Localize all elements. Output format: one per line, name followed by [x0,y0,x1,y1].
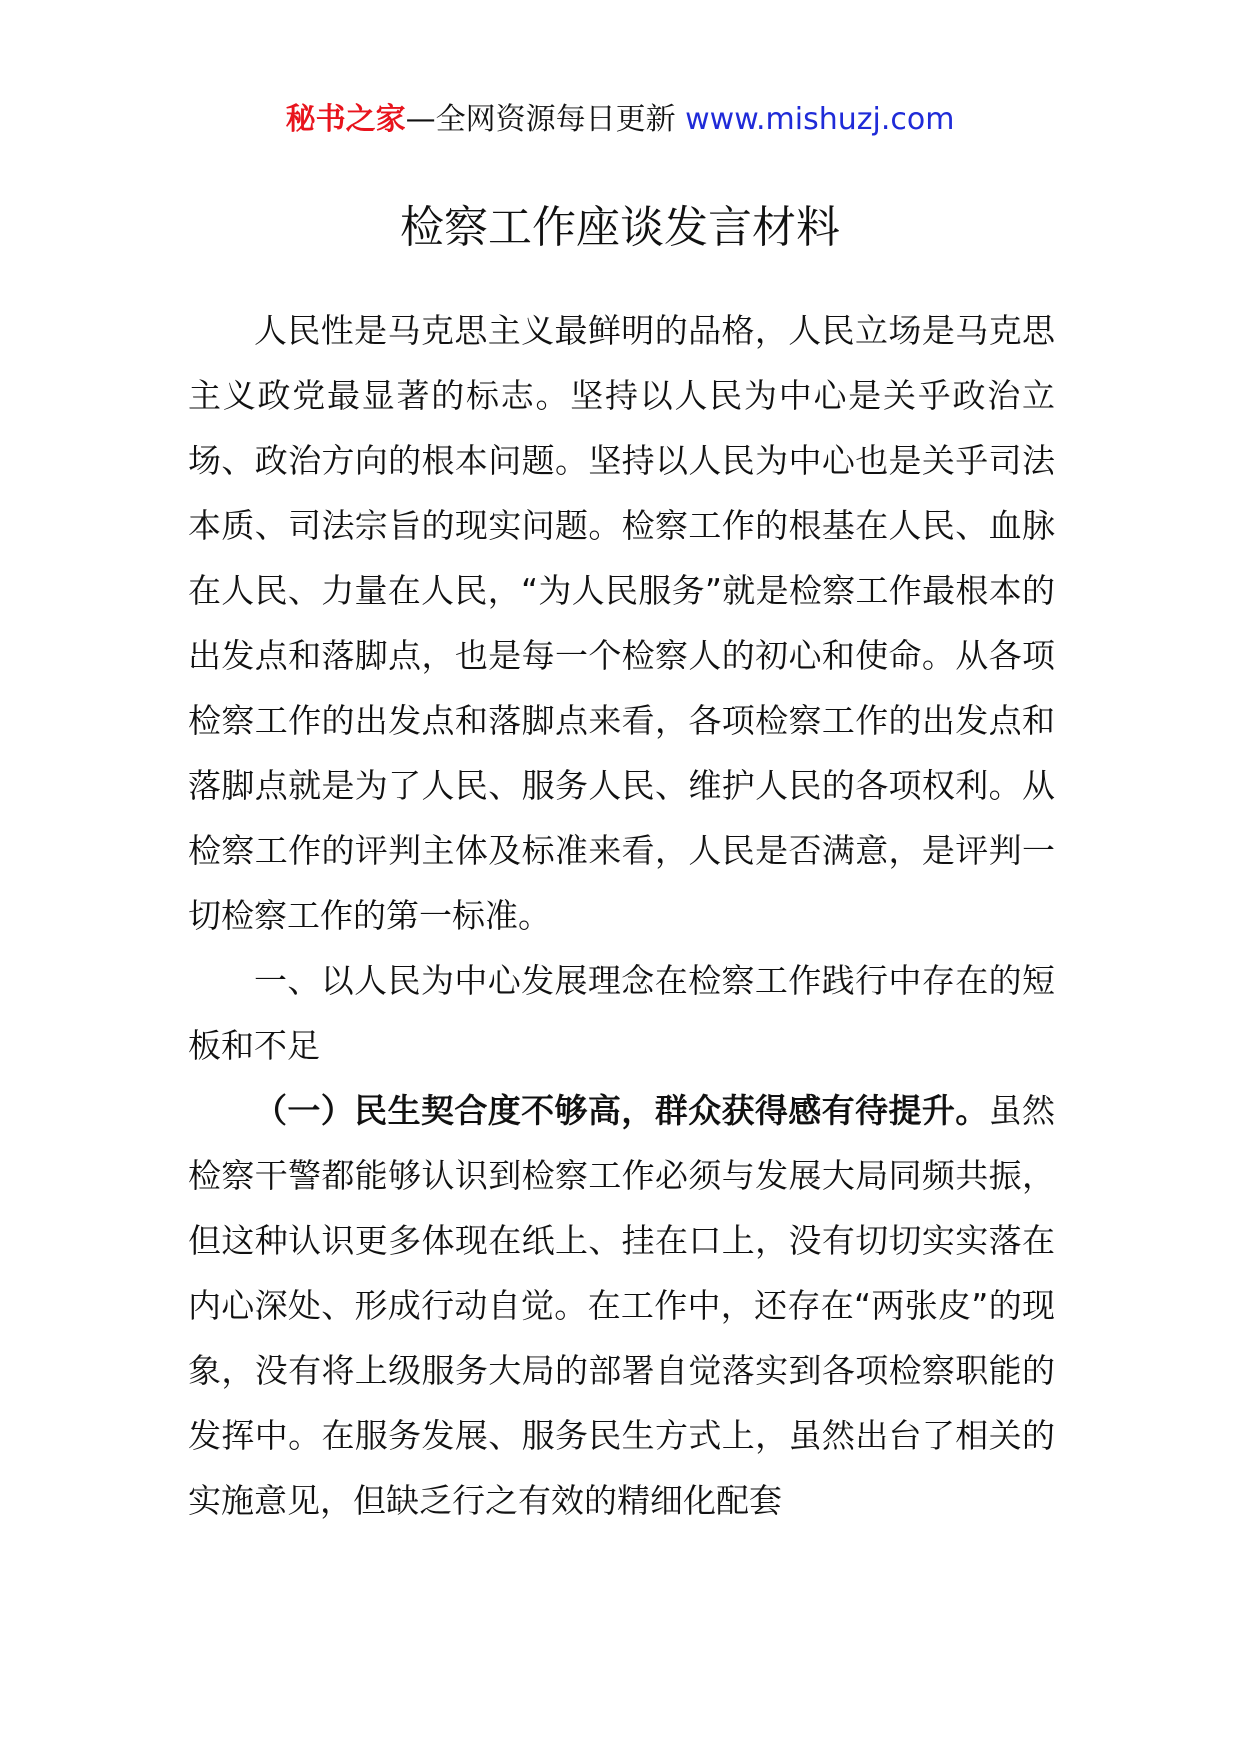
section-heading: 一、以人民为中心发展理念在检察工作践行中存在的短板和不足 [188,961,1055,1065]
subsection-paragraph [188,1078,1055,1533]
subsection-text: 虽然检察干警都能够认识到检察工作必须与发展大局同频共振，但这种认识更多体现在纸上、挂在口上，没有切切实实落在内心深处、形成行动自觉。在工作中，还存在“两张皮”的现象，没有将上级服务大局的部署自觉落实到各项检察职能的发挥中。在服务发展、服务民生方式上，虽然出台了相关的实施意见，但缺乏行之有效的精细化配套 [188,1091,1056,1520]
header-slogan: —全网资源每日更新 [405,102,686,137]
site-header [0,100,1240,140]
document-title: 检察工作座谈发言材料 [400,202,840,253]
site-url-link[interactable]: www.mishuzj.com [685,102,955,137]
subsection-heading: （一）民生契合度不够高，群众获得感有待提升。 [254,1091,989,1130]
intro-paragraph: 人民性是马克思主义最鲜明的品格，人民立场是马克思主义政党最显著的标志。坚持以人民为中心是关乎政治立场、政治方向的根本问题。坚持以人民为中心也是关乎司法本质、司法宗旨的现实问题。检察工作的根基在人民、血脉在人民、力量在人民，“为人民服务”就是检察工作最根本的出发点和落脚点，也是每一个检察人的初心和使命。从各项检察工作的出发点和落脚点来看，各项检察工作的出发点和落脚点就是为了人民、服务人民、维护人民的各项权利。从检察工作的评判主体及标准来看，人民是否满意，是评判一切检察工作的第一标准。 [188,311,1055,935]
brand-name: 秘书之家 [285,102,406,137]
document-body [188,298,1055,1533]
